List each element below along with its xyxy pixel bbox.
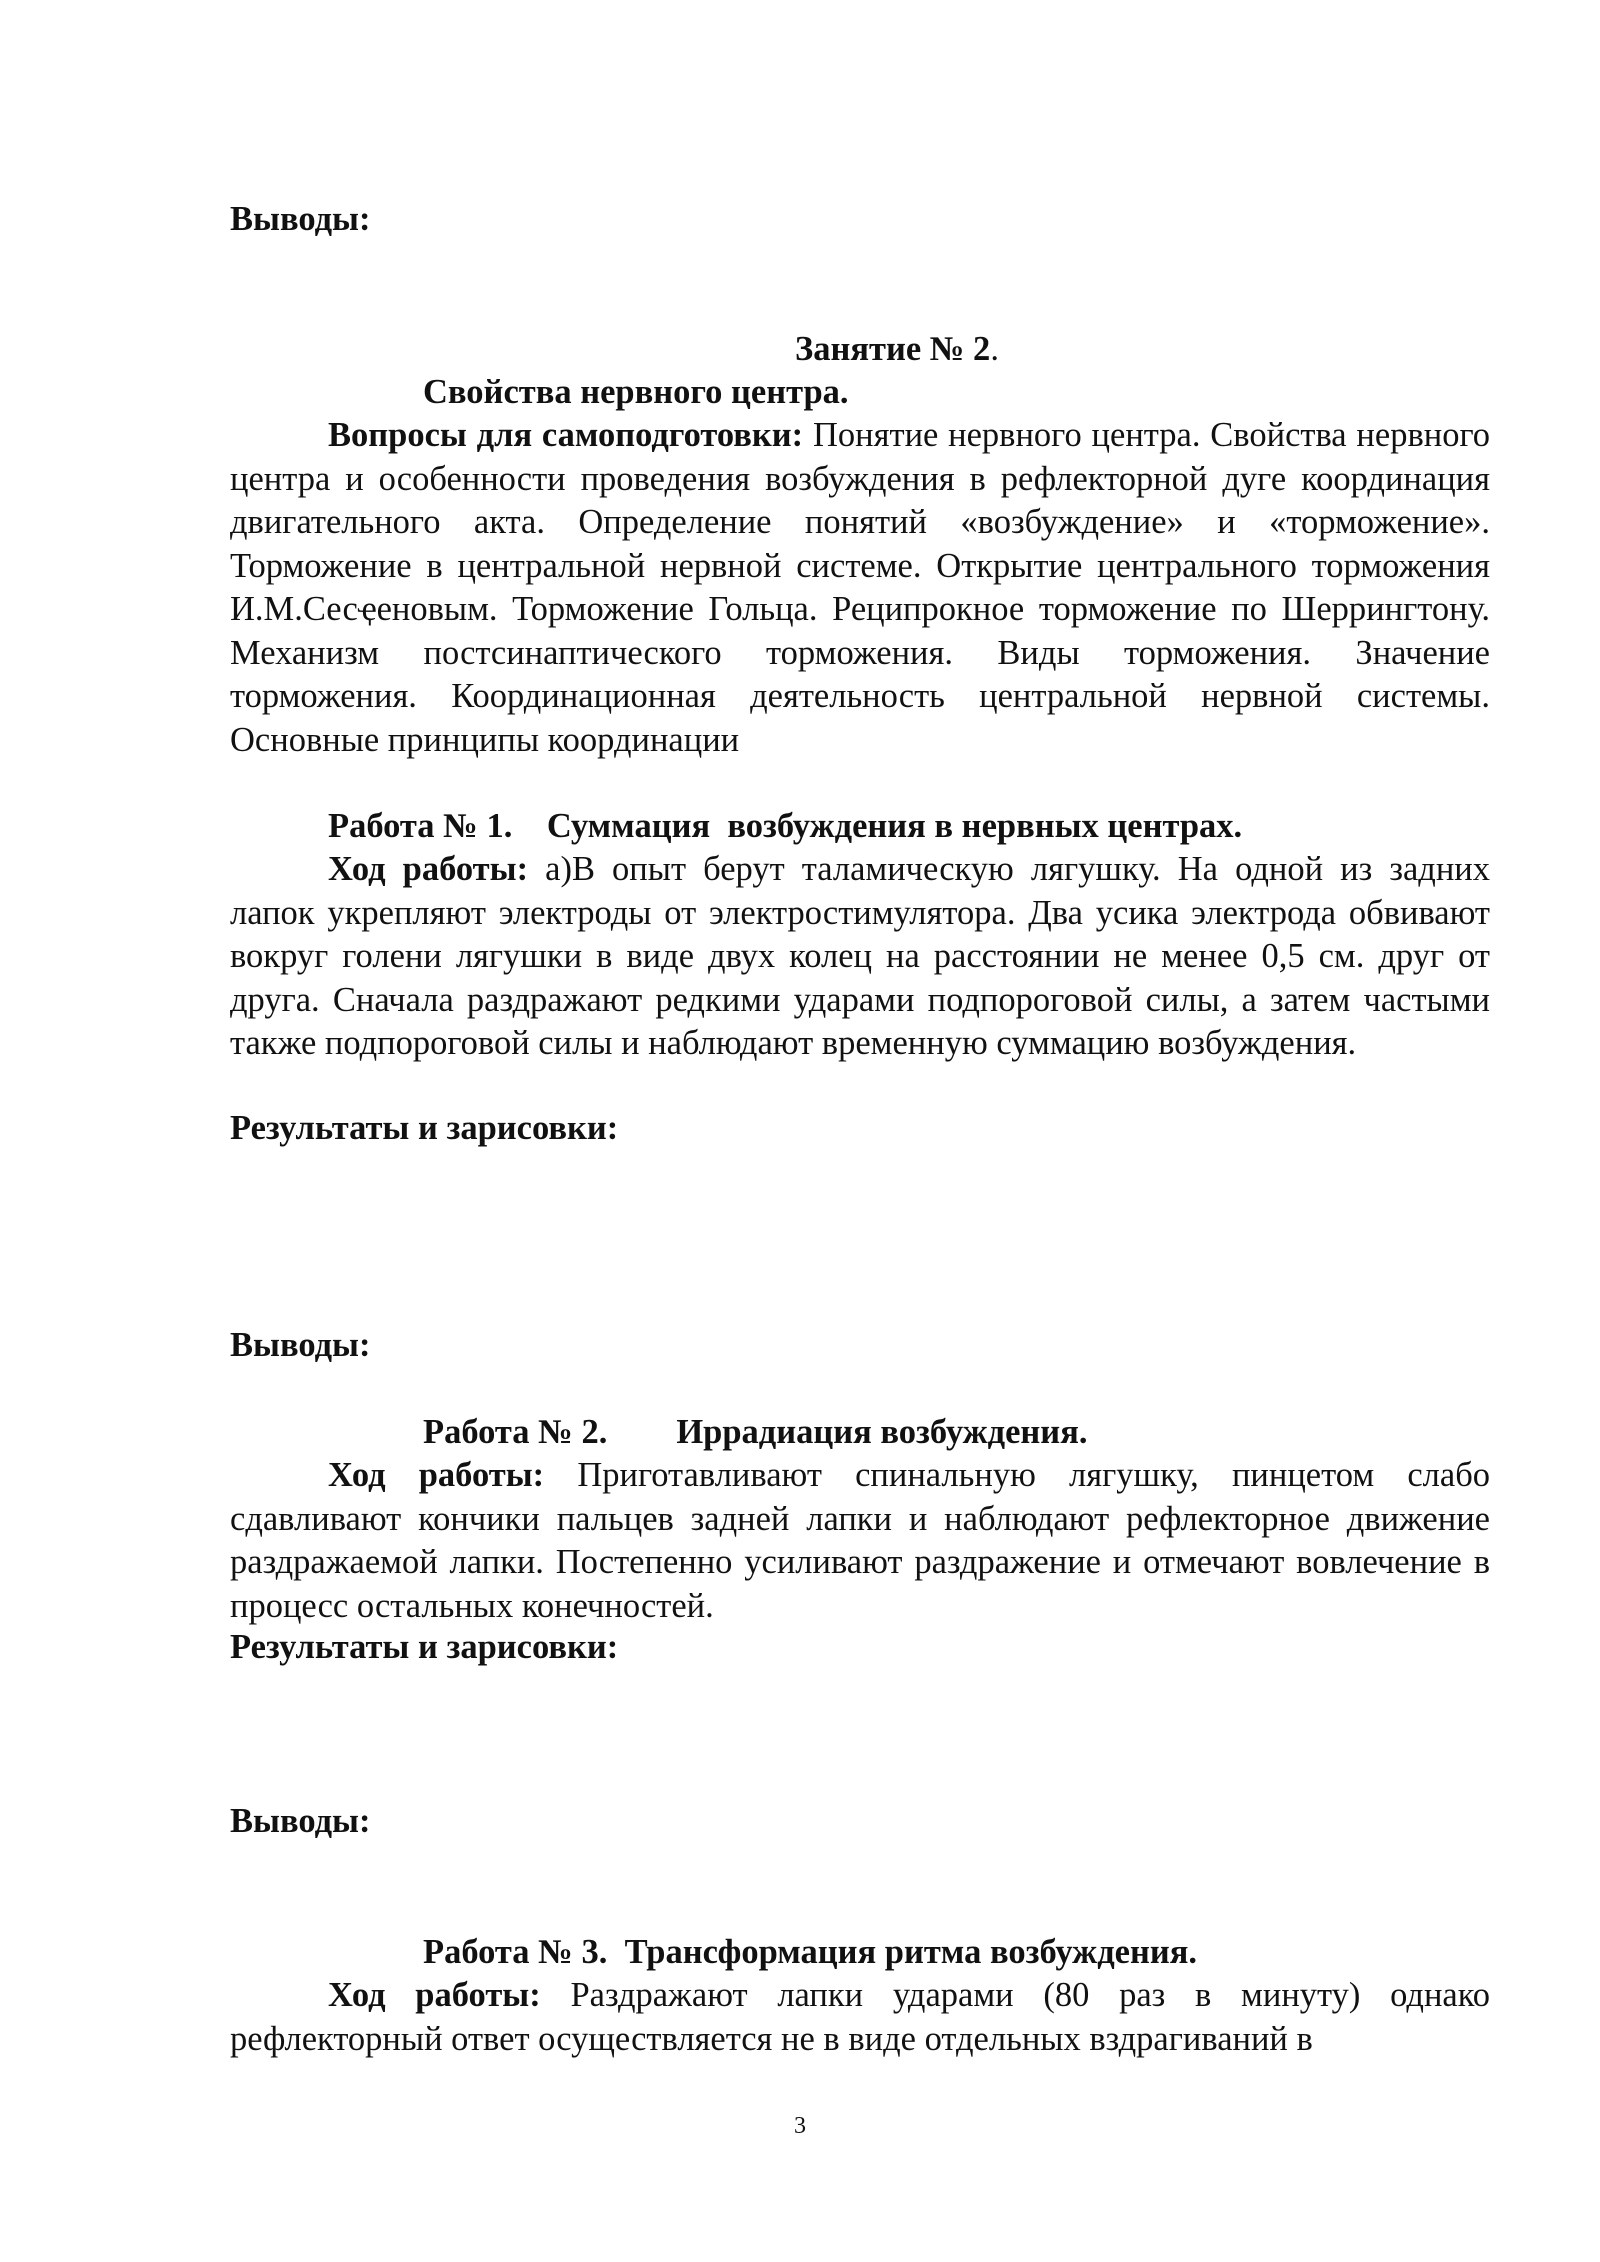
lesson-number-text: Занятие № 2 bbox=[795, 330, 991, 368]
page-number: 3 bbox=[794, 2113, 806, 2139]
work3-procedure bbox=[230, 1974, 1490, 2061]
work2-procedure-label: Ход работы: bbox=[328, 1456, 545, 1494]
work1-results-heading: Результаты и зарисовки: bbox=[230, 1109, 619, 1147]
questions-label: Вопросы для самоподготовки: bbox=[328, 416, 804, 454]
conclusions-heading-top: Выводы: bbox=[230, 200, 371, 238]
work1-conclusions-heading: Выводы: bbox=[230, 1326, 371, 1364]
work3-procedure-text: Раздражают лапки ударами (80 раз в минуту) однако рефлекторный ответ осуществляется не в виде отдельных вздрагиваний в bbox=[230, 1976, 1490, 2058]
lesson-title: Свойства нервного центра. bbox=[423, 373, 849, 411]
work1-procedure-label: Ход работы: bbox=[328, 850, 529, 888]
work2-results-heading: Результаты и зарисовки: bbox=[230, 1628, 619, 1666]
work2-procedure-text: Приготавливают спинальную лягушку, пинцетом слабо сдавливают кончики пальцев задней лапки и наблюдают рефлекторное движение раздражаемой лапки. Постепенно усиливают раздражение и отмечают вовлечение в процесс остальных конечностей. bbox=[230, 1456, 1490, 1625]
lesson-number bbox=[795, 328, 999, 372]
work1-procedure-text: а)В опыт берут таламическую лягушку. На одной из задних лапок укрепляют электроды от электростимулятора. Два усика электрода обвивают вокруг голени лягушки в виде двух колец на расстоянии не менее 0,5 см. друг от друга. Сначала раздражают редкими ударами подпороговой силы, а затем частыми также подпороговой силы и наблюдают временную суммацию возбуждения. bbox=[230, 850, 1490, 1062]
work2-title: Работа № 2. Иррадиация возбуждения. bbox=[423, 1413, 1088, 1451]
lesson-number-dot: . bbox=[990, 330, 999, 368]
work2-procedure bbox=[230, 1454, 1490, 1628]
work1-procedure bbox=[230, 848, 1490, 1066]
work2-conclusions-heading: Выводы: bbox=[230, 1802, 371, 1840]
work3-procedure-label: Ход работы: bbox=[328, 1976, 541, 2014]
work3-title: Работа № 3. Трансформация ритма возбуждения. bbox=[423, 1933, 1198, 1971]
questions-text: Понятие нервного центра. Свойства нервного центра и особенности проведения возбуждения в рефлекторной дуге координация двигательного акта. Определение понятий «возбуждение» и «торможение». Торможение в центральной нервной системе. Открытие центрального торможения И.М.Сесҿеновым. Торможение Гольца. Реципрокное торможение по Шеррингтону. Механизм постсинаптического торможения. Виды торможения. Значение торможения. Координационная деятельность центральной нервной системы. Основные принципы координации bbox=[230, 416, 1490, 759]
self-study-questions bbox=[230, 414, 1490, 762]
work1-title: Работа № 1. Суммация возбуждения в нервных центрах. bbox=[328, 807, 1243, 845]
